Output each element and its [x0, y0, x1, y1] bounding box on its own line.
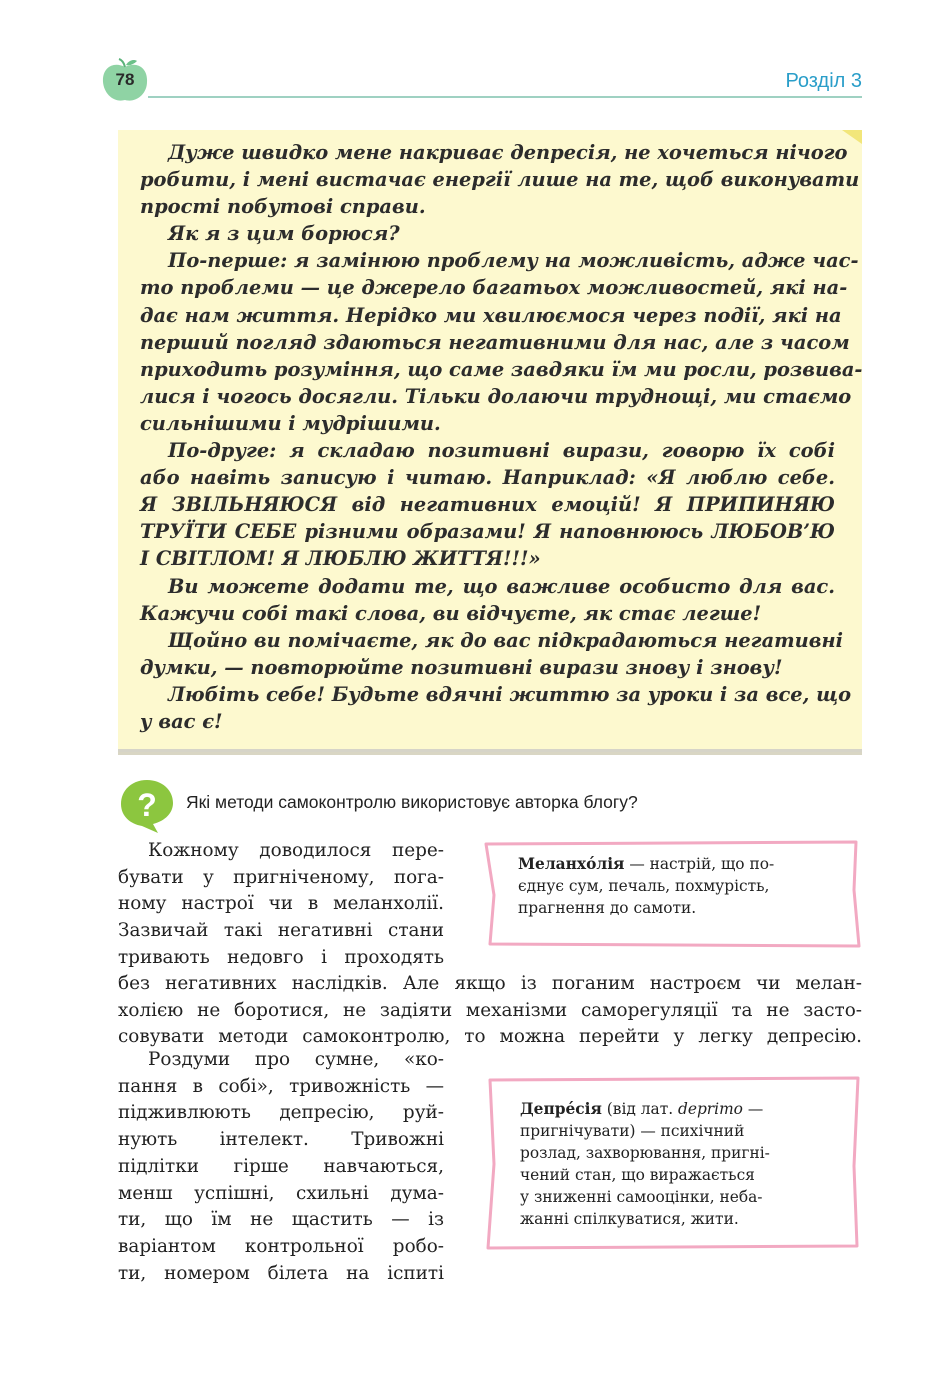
- body-line: пання в собі», тривожність —: [118, 1075, 444, 1097]
- blog-quote-text: [140, 139, 863, 735]
- body-line: варіантом контрольної робо-: [118, 1235, 444, 1257]
- definition-line: (від лат.: [601, 1100, 678, 1118]
- page-number-badge: [100, 58, 150, 104]
- body-line: підживлюють депресію, руй-: [118, 1102, 444, 1124]
- latin-word: deprimo: [678, 1100, 743, 1118]
- body-line: нують інтелект. Тривожні: [118, 1129, 444, 1151]
- term-depression: Депре́сія: [520, 1100, 602, 1118]
- definition-melancholy: [518, 853, 838, 919]
- definition-line: прагнення до самоти.: [518, 899, 697, 917]
- definition-line: розлад, захворювання, пригні-: [520, 1144, 770, 1162]
- body-line: без негативних наслідків. Але якщо із поганим настроєм чи мелан-: [118, 973, 862, 994]
- definition-card-melancholy: [484, 840, 862, 950]
- note-line: або навіть записую і читаю. Наприклад: «Я люблю себе.: [140, 466, 835, 490]
- note-line: І СВІТЛОМ! Я ЛЮБЛЮ ЖИТТЯ!!!»: [140, 547, 541, 571]
- body-line: совувати методи самоконтролю, то можна перейти у легку депресію.: [118, 1026, 862, 1048]
- term-melancholy: Меланхо́лія: [518, 855, 625, 873]
- note-line: Щойно ви помічаєте, як до вас підкрадаються негативні: [168, 628, 844, 652]
- note-line: ТРУЇТИ СЕБЕ різними образами! Я наповнююсь ЛЮБОВ’Ю: [140, 520, 835, 544]
- question-bubble-icon: [118, 776, 178, 834]
- body-line: менш успішні, схильні дума-: [118, 1182, 444, 1204]
- note-line: то проблеми — це джерело багатьох можливостей, які на-: [140, 276, 848, 300]
- body-line: Роздуми про сумне, «ко-: [148, 1049, 444, 1070]
- section-label: Розділ 3: [785, 70, 862, 92]
- paragraph-1-wide: [118, 971, 862, 1051]
- body-line: ти, номером білета на іспиті: [118, 1262, 444, 1284]
- blog-quote-note: [118, 130, 862, 752]
- body-line: бувати у пригніченому, пога-: [118, 866, 444, 888]
- paragraph-2-narrow: [118, 1047, 444, 1287]
- definition-line: — настрій, що по-: [624, 855, 775, 873]
- note-line: прості побутові справи.: [140, 195, 426, 219]
- body-line: холією не боротися, не задіяти механізми саморегуляції та не засто-: [118, 999, 862, 1021]
- paragraph-1-narrow: [118, 838, 444, 972]
- note-line: дає нам життя. Нерідко ми хвилюємося через події, які на: [140, 303, 842, 327]
- note-line: думки, — повторюйте позитивні вирази знову і знову!: [140, 655, 783, 679]
- definition-line: чений стан, що виражається: [520, 1166, 755, 1184]
- note-line: Я ЗВІЛЬНЯЮСЯ від негативних емоцій! Я ПРИПИНЯЮ: [140, 493, 835, 517]
- note-line: Як я з цим борюся?: [168, 222, 400, 246]
- body-line: підлітки гірше навчаються,: [118, 1155, 444, 1177]
- definition-line: пригнічувати) — психічний: [520, 1122, 745, 1140]
- note-line: приходить розуміння, що саме завдяки їм ми росли, розвива-: [140, 357, 863, 381]
- body-line: ти, що їм не щастить — із: [118, 1209, 444, 1231]
- header-divider: [148, 96, 862, 98]
- body-line: ному настрої чи в меланхолії.: [118, 893, 444, 915]
- note-line: Любіть себе! Будьте вдячні життю за уроки і за все, що: [168, 682, 852, 706]
- definition-line: єднує сум, печаль, похмурість,: [518, 877, 770, 895]
- svg-text:?: ?: [137, 787, 157, 823]
- note-line: По-перше: я замінюю проблему на можливість, адже час-: [168, 249, 859, 273]
- note-line: лися і чогось досягли. Тільки долаючи труднощі, ми стаємо: [140, 384, 852, 408]
- definition-line: у зниженні самооцінки, неба-: [520, 1188, 763, 1206]
- note-line: у вас є!: [140, 709, 223, 733]
- note-line: перший погляд здаються негативними для нас, але з часом: [140, 330, 850, 354]
- body-line: Кожному доводилося пере-: [148, 840, 444, 861]
- page-number: 78: [115, 70, 135, 89]
- definition-card-depression: [484, 1076, 862, 1250]
- definition-line: —: [742, 1100, 764, 1118]
- note-line: Ви можете додати те, що важливе особисто для вас.: [168, 574, 835, 598]
- body-line: Зазвичай такі негативні стани: [118, 920, 444, 942]
- note-line: Кажучи собі такі слова, ви відчуєте, як стає легше!: [140, 601, 762, 625]
- definition-depression: [520, 1098, 830, 1230]
- note-line: По-друге: я складаю позитивні вирази, говорю їх собі: [168, 439, 835, 463]
- definition-line: жанні спілкуватися, жити.: [520, 1210, 739, 1228]
- question-text: Які методи самоконтролю використовує авторка блогу?: [186, 792, 638, 812]
- note-line: сильнішими і мудрішими.: [140, 411, 441, 435]
- body-line: тривають недовго і проходять: [118, 946, 444, 968]
- note-line: робити, і мені вистачає енергії лише на те, щоб виконувати: [140, 168, 860, 192]
- note-line: Дуже швидко мене накриває депресія, не хочеться нічого: [168, 141, 848, 164]
